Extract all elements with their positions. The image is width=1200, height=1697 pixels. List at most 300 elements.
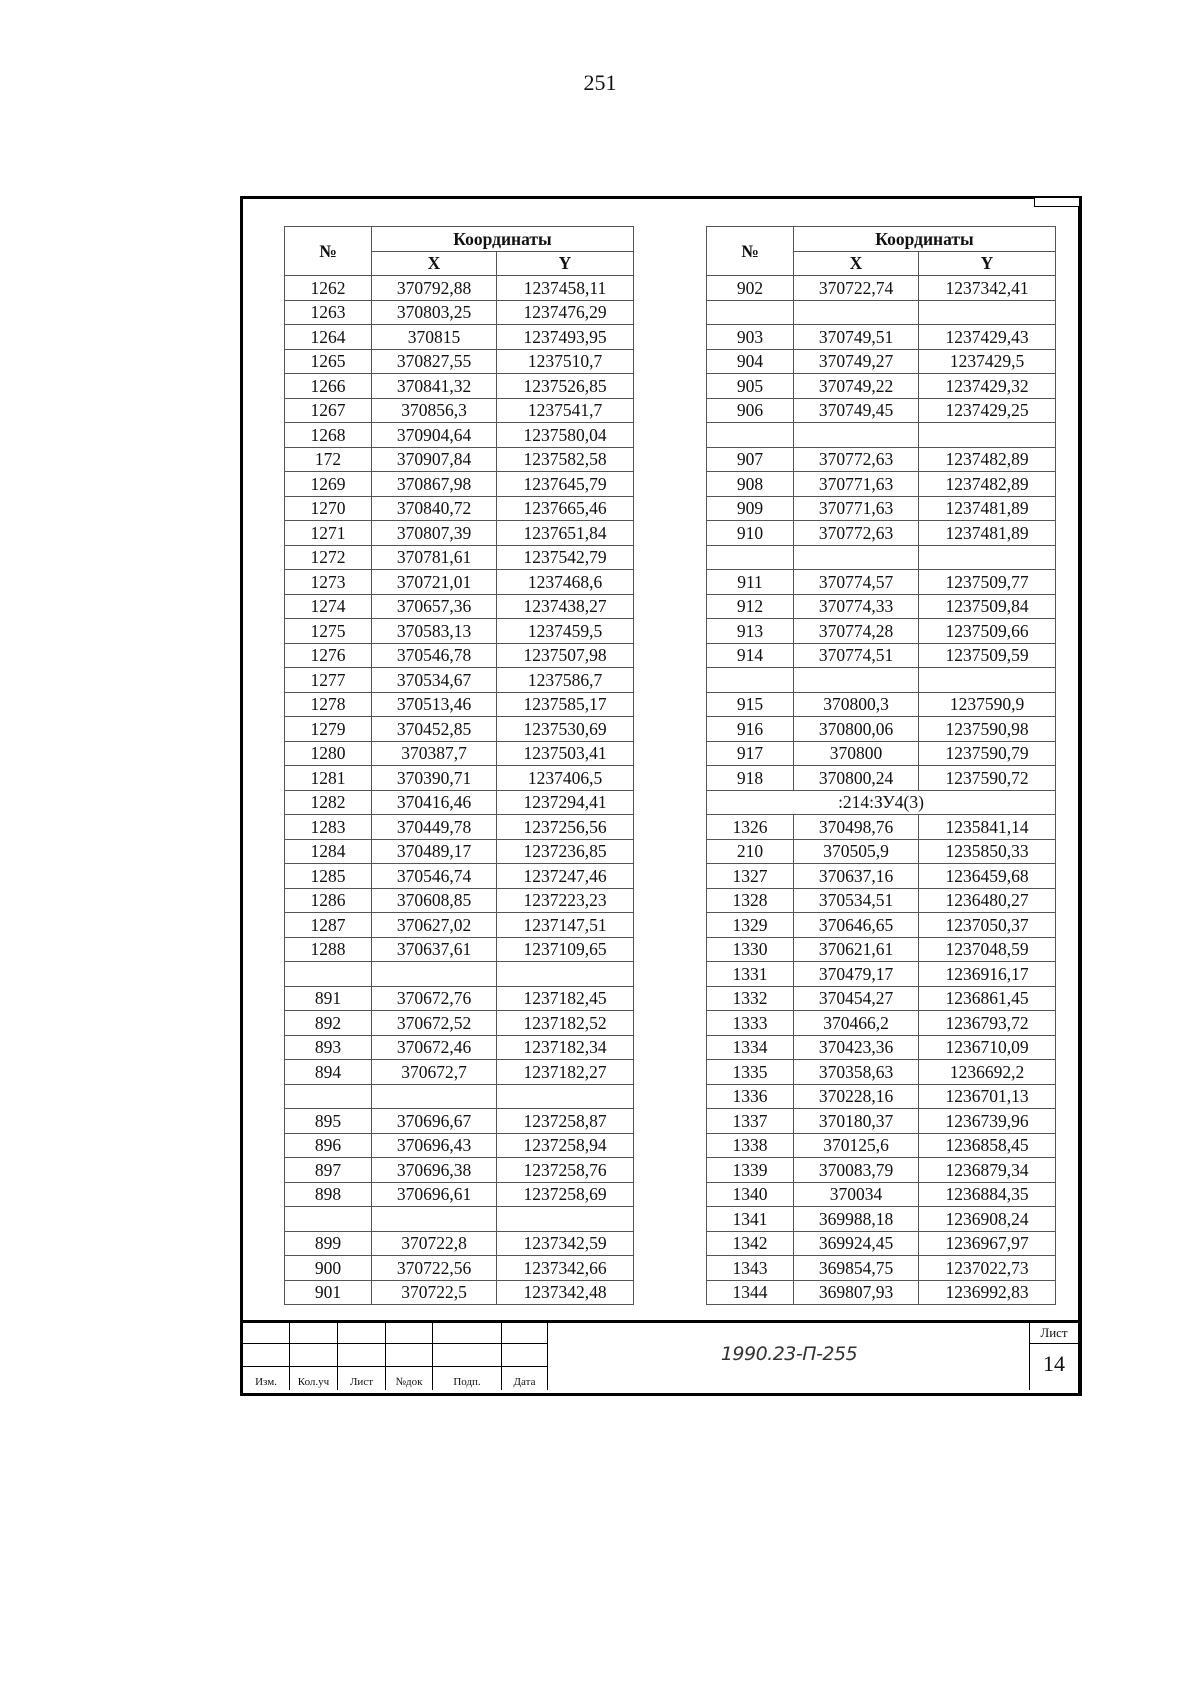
coord-x: 370800,3 — [794, 692, 919, 717]
point-number: 896 — [285, 1133, 372, 1158]
table-row — [707, 619, 1056, 644]
table-row — [285, 276, 634, 301]
coord-x: 370807,39 — [372, 521, 497, 546]
coord-y: 1237481,89 — [919, 496, 1056, 521]
point-number: 1330 — [707, 937, 794, 962]
point-number: 1343 — [707, 1256, 794, 1281]
table-row — [285, 1231, 634, 1256]
coord-y: 1237258,87 — [497, 1109, 634, 1134]
coord-y: 1237651,84 — [497, 521, 634, 546]
coord-x: 370772,63 — [794, 447, 919, 472]
table-row — [285, 447, 634, 472]
coord-y: 1237645,79 — [497, 472, 634, 497]
coord-x: 370479,17 — [794, 962, 919, 987]
coord-y: 1237223,23 — [497, 888, 634, 913]
point-number: 908 — [707, 472, 794, 497]
coord-x: 369854,75 — [794, 1256, 919, 1281]
point-number — [707, 300, 794, 325]
header-num: № — [285, 227, 372, 276]
table-row — [707, 937, 1056, 962]
coord-y: 1236692,2 — [919, 1060, 1056, 1085]
table-row — [285, 888, 634, 913]
coord-x: 370672,76 — [372, 986, 497, 1011]
coord-y: 1236710,09 — [919, 1035, 1056, 1060]
point-number: 894 — [285, 1060, 372, 1085]
point-number: 172 — [285, 447, 372, 472]
coord-y: 1237590,9 — [919, 692, 1056, 717]
coord-x: 370423,36 — [794, 1035, 919, 1060]
coord-y: 1237342,66 — [497, 1256, 634, 1281]
table-row — [285, 423, 634, 448]
point-number: 1337 — [707, 1109, 794, 1134]
coord-y: 1237458,11 — [497, 276, 634, 301]
table-row — [707, 741, 1056, 766]
table-row — [285, 521, 634, 546]
point-number: 1273 — [285, 570, 372, 595]
coord-y: 1235850,33 — [919, 839, 1056, 864]
coord-x: 370840,72 — [372, 496, 497, 521]
coord-x — [372, 1084, 497, 1109]
coord-x: 370696,61 — [372, 1182, 497, 1207]
coord-y: 1237258,69 — [497, 1182, 634, 1207]
coord-y: 1236884,35 — [919, 1182, 1056, 1207]
table-row — [285, 594, 634, 619]
coord-y: 1237459,5 — [497, 619, 634, 644]
point-number: 1285 — [285, 864, 372, 889]
stamp-col-izm — [243, 1323, 290, 1390]
coord-x: 370583,13 — [372, 619, 497, 644]
table-row — [707, 668, 1056, 693]
point-number: 1275 — [285, 619, 372, 644]
table-row — [285, 1158, 634, 1183]
coord-x: 370466,2 — [794, 1011, 919, 1036]
table-row — [707, 496, 1056, 521]
coord-x: 370696,67 — [372, 1109, 497, 1134]
point-number: 914 — [707, 643, 794, 668]
coord-x: 370449,78 — [372, 815, 497, 840]
coord-x: 370657,36 — [372, 594, 497, 619]
point-number: 904 — [707, 349, 794, 374]
coord-x: 370454,27 — [794, 986, 919, 1011]
coord-y: 1236739,96 — [919, 1109, 1056, 1134]
table-row — [285, 619, 634, 644]
table-row — [707, 398, 1056, 423]
sheet-label: Лист — [1030, 1325, 1078, 1344]
table-row — [285, 937, 634, 962]
coord-y: 1237258,76 — [497, 1158, 634, 1183]
point-number — [285, 1084, 372, 1109]
point-number: 897 — [285, 1158, 372, 1183]
point-number: 1263 — [285, 300, 372, 325]
coord-y: 1235841,14 — [919, 815, 1056, 840]
coordinates-table-left — [284, 226, 634, 1305]
coord-x: 370774,33 — [794, 594, 919, 619]
table-row — [707, 717, 1056, 742]
coord-x: 370772,63 — [794, 521, 919, 546]
table-row — [285, 839, 634, 864]
coord-y: 1237258,94 — [497, 1133, 634, 1158]
table-row — [285, 300, 634, 325]
coord-y: 1237509,77 — [919, 570, 1056, 595]
table-row — [707, 300, 1056, 325]
coord-y: 1237468,6 — [497, 570, 634, 595]
table-row — [285, 790, 634, 815]
table-row — [285, 1060, 634, 1085]
table-row — [707, 521, 1056, 546]
point-number: 1271 — [285, 521, 372, 546]
coord-y — [497, 962, 634, 987]
coord-y: 1237342,48 — [497, 1280, 634, 1305]
coord-x: 370646,65 — [794, 913, 919, 938]
coord-x: 369988,18 — [794, 1207, 919, 1232]
coord-x: 370608,85 — [372, 888, 497, 913]
point-number: 1286 — [285, 888, 372, 913]
coord-x: 370803,25 — [372, 300, 497, 325]
coord-x: 370672,52 — [372, 1011, 497, 1036]
point-number: 1277 — [285, 668, 372, 693]
coord-x: 370498,76 — [794, 815, 919, 840]
coord-y: 1236879,34 — [919, 1158, 1056, 1183]
table-row — [285, 472, 634, 497]
coord-y — [497, 1084, 634, 1109]
coord-y: 1237590,79 — [919, 741, 1056, 766]
coord-y: 1236459,68 — [919, 864, 1056, 889]
header-coordinates: Координаты — [372, 227, 634, 252]
point-number: 1262 — [285, 276, 372, 301]
title-block — [243, 1320, 1078, 1393]
coord-x: 370513,46 — [372, 692, 497, 717]
coord-y: 1237050,37 — [919, 913, 1056, 938]
coord-y: 1237182,34 — [497, 1035, 634, 1060]
point-number: 1338 — [707, 1133, 794, 1158]
point-number: 900 — [285, 1256, 372, 1281]
point-number: 1334 — [707, 1035, 794, 1060]
table-row — [285, 692, 634, 717]
coord-x: 370672,7 — [372, 1060, 497, 1085]
point-number: 899 — [285, 1231, 372, 1256]
coord-x: 370841,32 — [372, 374, 497, 399]
coord-y: 1237247,46 — [497, 864, 634, 889]
coord-x: 370696,38 — [372, 1158, 497, 1183]
coord-x: 370390,71 — [372, 766, 497, 791]
point-number: 907 — [707, 447, 794, 472]
coord-x: 370749,45 — [794, 398, 919, 423]
coord-x: 370774,28 — [794, 619, 919, 644]
coord-x: 370771,63 — [794, 496, 919, 521]
table-row — [707, 913, 1056, 938]
coord-x: 370358,63 — [794, 1060, 919, 1085]
point-number: 1268 — [285, 423, 372, 448]
coord-x: 370416,46 — [372, 790, 497, 815]
coord-y: 1237476,29 — [497, 300, 634, 325]
coord-y: 1236861,45 — [919, 986, 1056, 1011]
coord-y: 1237582,58 — [497, 447, 634, 472]
coord-x: 370452,85 — [372, 717, 497, 742]
point-number: 910 — [707, 521, 794, 546]
coord-y: 1237482,89 — [919, 447, 1056, 472]
table-row — [707, 1280, 1056, 1305]
coord-x: 370387,7 — [372, 741, 497, 766]
coord-y: 1237585,17 — [497, 692, 634, 717]
table-row — [707, 790, 1056, 815]
coord-x: 370774,57 — [794, 570, 919, 595]
coord-x: 370722,74 — [794, 276, 919, 301]
point-number: 911 — [707, 570, 794, 595]
coord-y — [919, 668, 1056, 693]
point-number: 893 — [285, 1035, 372, 1060]
coord-x: 370546,74 — [372, 864, 497, 889]
coord-y: 1237109,65 — [497, 937, 634, 962]
coord-y: 1237586,7 — [497, 668, 634, 693]
coord-y: 1237542,79 — [497, 545, 634, 570]
table-row — [285, 1035, 634, 1060]
coord-y: 1236480,27 — [919, 888, 1056, 913]
coord-x: 370749,51 — [794, 325, 919, 350]
coord-y: 1237022,73 — [919, 1256, 1056, 1281]
table-row — [707, 1084, 1056, 1109]
table-row — [707, 594, 1056, 619]
point-number: 906 — [707, 398, 794, 423]
coord-x — [794, 668, 919, 693]
header-x: X — [372, 251, 497, 276]
point-number: 1267 — [285, 398, 372, 423]
coord-x — [794, 300, 919, 325]
point-number: 1326 — [707, 815, 794, 840]
point-number — [707, 545, 794, 570]
table-row — [707, 472, 1056, 497]
table-row — [707, 374, 1056, 399]
coord-y — [919, 423, 1056, 448]
coord-x: 370800 — [794, 741, 919, 766]
table-row — [285, 1256, 634, 1281]
table-row — [285, 741, 634, 766]
coord-x: 370749,27 — [794, 349, 919, 374]
point-number: 1276 — [285, 643, 372, 668]
table-row — [285, 545, 634, 570]
table-row — [285, 864, 634, 889]
coord-x: 370621,61 — [794, 937, 919, 962]
stamp-col-podp — [433, 1323, 502, 1390]
coord-y: 1237526,85 — [497, 374, 634, 399]
coord-x: 370827,55 — [372, 349, 497, 374]
document-code: 1990.23-П-255 — [720, 1343, 858, 1365]
coord-y: 1237294,41 — [497, 790, 634, 815]
coord-y: 1236916,17 — [919, 962, 1056, 987]
coord-x: 370034 — [794, 1182, 919, 1207]
drawing-frame — [240, 196, 1082, 1396]
table-row — [285, 1109, 634, 1134]
coord-x: 370489,17 — [372, 839, 497, 864]
point-number: 1288 — [285, 937, 372, 962]
table-row — [707, 1011, 1056, 1036]
point-number: 1284 — [285, 839, 372, 864]
coord-y: 1237182,45 — [497, 986, 634, 1011]
point-number: 1266 — [285, 374, 372, 399]
header-x: X — [794, 251, 919, 276]
point-number: 1283 — [285, 815, 372, 840]
stamp-col-ndok — [386, 1323, 433, 1390]
point-number: 1287 — [285, 913, 372, 938]
coord-y: 1237509,66 — [919, 619, 1056, 644]
coord-y: 1236992,83 — [919, 1280, 1056, 1305]
point-number: 1329 — [707, 913, 794, 938]
coord-y: 1237406,5 — [497, 766, 634, 791]
point-number: 1279 — [285, 717, 372, 742]
coord-y: 1236967,97 — [919, 1231, 1056, 1256]
coord-y: 1237438,27 — [497, 594, 634, 619]
point-number: 912 — [707, 594, 794, 619]
coord-x: 370800,24 — [794, 766, 919, 791]
coord-y: 1237182,27 — [497, 1060, 634, 1085]
coord-x: 370696,43 — [372, 1133, 497, 1158]
table-row — [707, 570, 1056, 595]
coord-y: 1237530,69 — [497, 717, 634, 742]
table-row — [285, 986, 634, 1011]
table-row — [707, 447, 1056, 472]
table-row — [707, 815, 1056, 840]
header-coordinates: Координаты — [794, 227, 1056, 252]
coord-x: 370867,98 — [372, 472, 497, 497]
point-number: 1340 — [707, 1182, 794, 1207]
table-row — [285, 398, 634, 423]
point-number — [707, 423, 794, 448]
table-row — [707, 692, 1056, 717]
point-number: 1328 — [707, 888, 794, 913]
coord-y: 1237510,7 — [497, 349, 634, 374]
coord-x: 370792,88 — [372, 276, 497, 301]
table-row — [285, 1133, 634, 1158]
point-number: 1341 — [707, 1207, 794, 1232]
header-num: № — [707, 227, 794, 276]
stamp-label-ndok: №док — [395, 1376, 423, 1388]
coord-y: 1237429,32 — [919, 374, 1056, 399]
stamp-label-data: Дата — [513, 1376, 536, 1388]
table-row — [285, 325, 634, 350]
coord-x: 370534,67 — [372, 668, 497, 693]
coord-y: 1237236,85 — [497, 839, 634, 864]
coord-y: 1237429,5 — [919, 349, 1056, 374]
table-row — [285, 643, 634, 668]
coord-y: 1237342,59 — [497, 1231, 634, 1256]
header-y: Y — [497, 251, 634, 276]
table-row — [707, 349, 1056, 374]
point-number: 902 — [707, 276, 794, 301]
coord-x — [372, 1207, 497, 1232]
table-row — [285, 962, 634, 987]
coord-y: 1237147,51 — [497, 913, 634, 938]
stamp-label-podp: Подп. — [453, 1376, 481, 1388]
coord-y: 1236858,45 — [919, 1133, 1056, 1158]
coord-y: 1237507,98 — [497, 643, 634, 668]
coord-x — [794, 545, 919, 570]
table-row — [707, 986, 1056, 1011]
table-row — [285, 349, 634, 374]
coord-x — [372, 962, 497, 987]
table-row — [707, 1109, 1056, 1134]
coord-x: 370180,37 — [794, 1109, 919, 1134]
coord-y: 1237541,7 — [497, 398, 634, 423]
point-number: 1280 — [285, 741, 372, 766]
table-row — [285, 374, 634, 399]
point-number: 1265 — [285, 349, 372, 374]
point-number: 1339 — [707, 1158, 794, 1183]
coord-y: 1237429,25 — [919, 398, 1056, 423]
point-number: 903 — [707, 325, 794, 350]
table-row — [707, 643, 1056, 668]
point-number: 1344 — [707, 1280, 794, 1305]
coord-y: 1237481,89 — [919, 521, 1056, 546]
point-number: 1281 — [285, 766, 372, 791]
table-row — [285, 766, 634, 791]
table-row — [707, 1231, 1056, 1256]
stamp-label-izm: Изм. — [255, 1376, 277, 1388]
stamp-col-list — [338, 1323, 386, 1390]
coord-y: 1236908,24 — [919, 1207, 1056, 1232]
table-row — [707, 1060, 1056, 1085]
table-row — [285, 496, 634, 521]
coord-y: 1237590,98 — [919, 717, 1056, 742]
coord-x — [794, 423, 919, 448]
table-row — [707, 1035, 1056, 1060]
table-row — [707, 276, 1056, 301]
table-row — [707, 864, 1056, 889]
point-number: 1327 — [707, 864, 794, 889]
coord-x: 370637,61 — [372, 937, 497, 962]
table-row — [285, 1207, 634, 1232]
table-row — [707, 962, 1056, 987]
table-row — [285, 570, 634, 595]
table-row — [285, 717, 634, 742]
coord-y — [497, 1207, 634, 1232]
coord-y: 1237503,41 — [497, 741, 634, 766]
point-number: 916 — [707, 717, 794, 742]
table-row — [707, 1207, 1056, 1232]
coord-x: 369924,45 — [794, 1231, 919, 1256]
point-number: 1270 — [285, 496, 372, 521]
stamp-col-kol — [290, 1323, 338, 1390]
coord-x: 370637,16 — [794, 864, 919, 889]
coord-x: 370722,56 — [372, 1256, 497, 1281]
point-number: 210 — [707, 839, 794, 864]
point-number: 1335 — [707, 1060, 794, 1085]
table-row — [285, 913, 634, 938]
coord-x: 370781,61 — [372, 545, 497, 570]
coord-y: 1236701,13 — [919, 1084, 1056, 1109]
coord-x: 370722,5 — [372, 1280, 497, 1305]
table-row — [285, 1084, 634, 1109]
coord-x: 370800,06 — [794, 717, 919, 742]
point-number: 1336 — [707, 1084, 794, 1109]
point-number: 918 — [707, 766, 794, 791]
sheet-number: 14 — [1043, 1351, 1065, 1376]
corner-tab — [1034, 198, 1079, 207]
coord-y — [919, 545, 1056, 570]
table-row — [707, 1133, 1056, 1158]
point-number: 892 — [285, 1011, 372, 1036]
coord-x: 370815 — [372, 325, 497, 350]
table-row — [707, 1158, 1056, 1183]
point-number — [707, 668, 794, 693]
table-row — [707, 888, 1056, 913]
coord-y — [919, 300, 1056, 325]
coord-x: 369807,93 — [794, 1280, 919, 1305]
page-number: 251 — [583, 70, 617, 95]
table-row — [707, 766, 1056, 791]
table-row — [707, 423, 1056, 448]
point-number: 1331 — [707, 962, 794, 987]
coord-y: 1237665,46 — [497, 496, 634, 521]
coord-y: 1237509,59 — [919, 643, 1056, 668]
